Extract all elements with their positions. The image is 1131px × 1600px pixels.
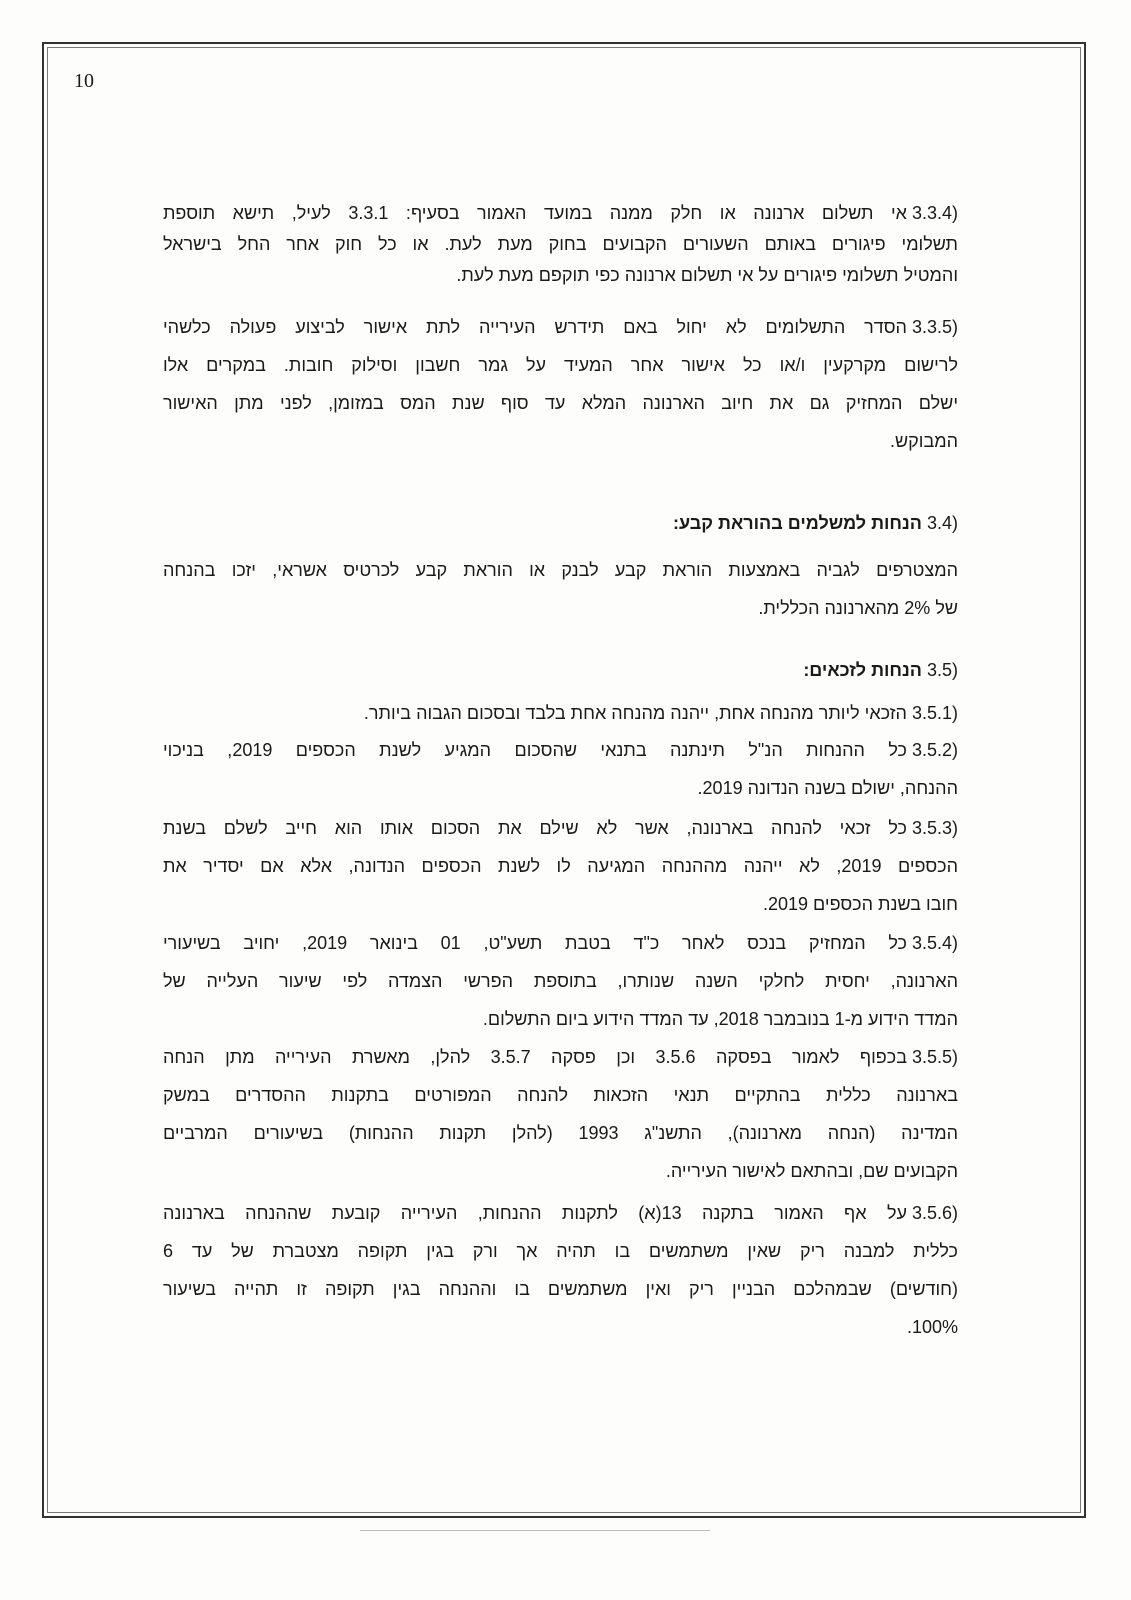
text-line [163, 809, 958, 847]
text-line [163, 308, 958, 346]
text-line [163, 885, 958, 923]
section-3-3-5 [163, 308, 958, 460]
line-text: ישלם המחזיק גם את חיוב הארנונה המלא עד סוף שנת המס במזומן, לפני מתן האישור [163, 393, 958, 413]
text-line [163, 924, 958, 962]
line-text: חובו בשנת הכספים 2019. [762, 894, 958, 914]
line-text: המצטרפים לגביה באמצעות הוראת קבע לבנק או הוראת קבע לכרטיס אשראי, יזכו בהנחה [163, 560, 958, 580]
line-text: הקבועים שם, ובהתאם לאישור העירייה. [665, 1161, 958, 1181]
section-number: 3.5.1) [911, 703, 958, 723]
line-text: ההנחה, ישולם בשנה הנדונה 2019. [697, 778, 958, 798]
line-text: לרישום מקרקעין ו/או כל אישור אחר המעיד על גמר חשבון וסילוק חובות. במקרים אלו [163, 355, 958, 375]
line-text: בארנונה כללית בהתקיים תנאי הזכאות להנחה המפורטים בתקנות ההסדרים במשק [163, 1085, 958, 1105]
line-text: כל זכאי להנחה בארנונה, אשר לא שילם את הסכום אותו הוא חייב לשלם בשנת [163, 818, 907, 838]
section-number: 3.5.6) [911, 1203, 958, 1223]
section-number: 3.5.5) [911, 1047, 959, 1067]
line-text: על אף האמור בתקנה 13(א) לתקנות ההנחות, העירייה קובעת שההנחה בארנונה [163, 1203, 907, 1223]
text-line [163, 1308, 958, 1346]
line-text: כל ההנחות הנ"ל תינתנה בתנאי שהסכום המגיע לשנת הכספים 2019, בניכוי [163, 740, 907, 760]
heading-number: 3.5) [926, 660, 958, 680]
text-line [163, 422, 958, 460]
line-text: והמטיל תשלומי פיגורים על אי תשלום ארנונה כפי תוקפם מעת לעת. [456, 265, 958, 285]
text-line [163, 1232, 958, 1270]
section-number: 3.3.4) [911, 203, 958, 223]
section-3-5-3 [163, 809, 958, 923]
line-text: תשלומי פיגורים באותם השעורים הקבועים בחוק מעת לעת. או כל חוק אחר החל בישראל [163, 234, 958, 254]
section-number: 3.3.5) [911, 317, 958, 337]
text-line [163, 1038, 958, 1076]
section-number: 3.5.3) [911, 818, 958, 838]
heading-title: הנחות למשלמים בהוראת קבע: [672, 513, 922, 533]
text-line [163, 589, 958, 627]
section-3-5-4 [163, 924, 958, 1038]
line-text: המדד הידוע מ-1 בנובמבר 2018, עד המדד הידוע ביום התשלום. [482, 1009, 958, 1029]
text-line [163, 1114, 958, 1152]
text-line [163, 962, 958, 1000]
line-text: הארנונה, יחסית לחלקי השנה שנותרו, בתוספת הפרשי הצמדה לפי שיעור העלייה של [163, 971, 958, 991]
line-text: 100%. [906, 1317, 958, 1337]
line-text: של 2% מהארנונה הכללית. [758, 598, 958, 618]
text-line [163, 198, 958, 229]
line-text: המבוקש. [890, 431, 958, 451]
line-text: (חודשים) שבמהלכם הבניין ריק ואין משתמשים בו וההנחה בגין תקופה זו תהייה בשיעור [163, 1279, 958, 1299]
line-text: המדינה (הנחה מארנונה), התשנ"ג 1993 (להלן תקנות ההנחות) בשיעורים המרביים [163, 1123, 958, 1143]
text-line [163, 229, 958, 260]
text-line [163, 847, 958, 885]
text-line [163, 384, 958, 422]
line-text: הסדר התשלומים לא יחול באם תידרש העירייה לתת אישור לביצוע פעולה כלשהי [163, 317, 907, 337]
section-number: 3.5.2) [911, 740, 958, 760]
line-text: אי תשלום ארנונה או חלק ממנה במועד האמור בסעיף: 3.3.1 לעיל, תישא תוספת [163, 203, 907, 223]
section-3-5-1 [163, 694, 958, 732]
line-text: הזכאי ליותר מהנחה אחת, ייהנה מהנחה אחת בלבד ובסכום הגבוה ביותר. [363, 703, 907, 723]
line-text: בכפוף לאמור בפסקה 3.5.6 וכן פסקה 3.5.7 להלן, מאשרת העירייה מתן הנחה [163, 1047, 907, 1067]
text-line [163, 1194, 958, 1232]
text-line [163, 346, 958, 384]
section-number: 3.5.4) [911, 933, 959, 953]
page-number: 10 [74, 70, 94, 92]
section-3-4-body [163, 551, 958, 631]
line-text: כל המחזיק בנכס לאחר כ"ד בטבת תשע"ט, 01 בינואר 2019, יחויב בשיעורי [163, 933, 907, 953]
text-line [163, 1270, 958, 1308]
line-text: הכספים 2019, לא ייהנה מההנחה המגיעה לו לשנת הכספים הנדונה, אלא אם יסדיר את [163, 856, 958, 876]
heading-3-4 [163, 504, 958, 542]
text-line [163, 731, 958, 769]
heading-title: הנחות לזכאים: [803, 660, 922, 680]
heading-number: 3.4) [926, 513, 958, 533]
text-line [163, 260, 958, 291]
text-line [163, 551, 958, 589]
text-line [163, 694, 958, 732]
section-3-5-6 [163, 1194, 958, 1346]
section-3-3-4 [163, 198, 958, 291]
text-line [163, 1076, 958, 1114]
section-3-5-2 [163, 731, 958, 807]
text-line [163, 1000, 958, 1038]
heading-3-5 [163, 651, 958, 689]
text-line [163, 1152, 958, 1190]
line-text: כללית למבנה ריק שאין משתמשים בו תהיה אך ורק בגין תקופה מצטברת של עד 6 [163, 1241, 958, 1261]
scan-artifact [360, 1530, 710, 1531]
text-line [163, 769, 958, 807]
section-3-5-5 [163, 1038, 958, 1190]
